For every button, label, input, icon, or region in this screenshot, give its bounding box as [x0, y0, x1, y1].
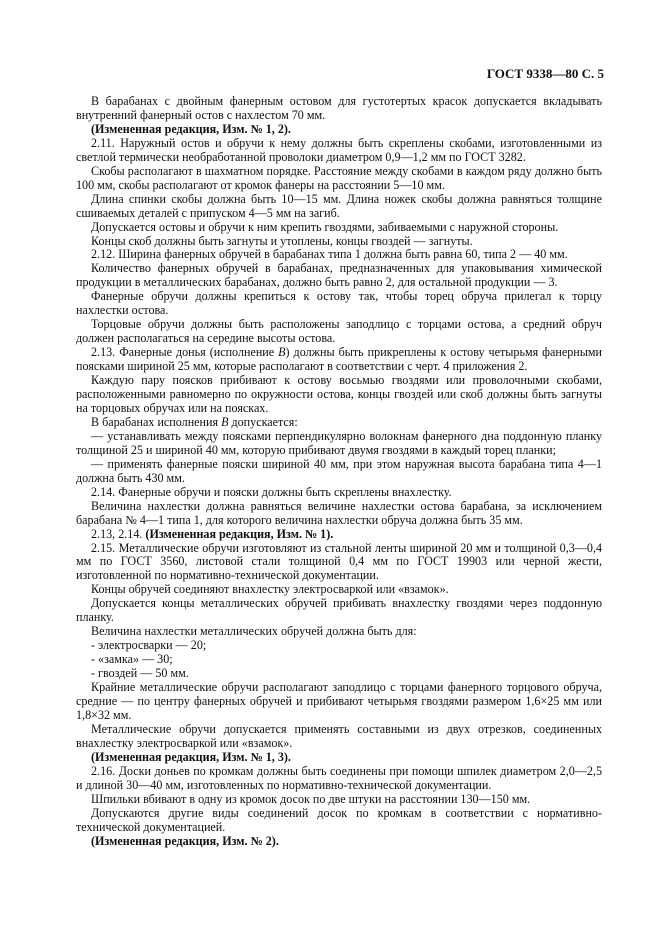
- paragraph: [76, 193, 602, 221]
- paragraph-text: Металлические обручи допускается применять составными из двух отрезков, соединенных внахлестку электросваркой или «взамок».: [76, 721, 602, 750]
- paragraph-text: Фанерные обручи должны крепиться к остову так, чтобы торец обруча прилегал к торцу нахлестки остова.: [76, 289, 602, 318]
- paragraph-text: 2.11. Наружный остов и обручи к нему должны быть скреплены скобами, изготовленными из светлой термически необработанной проволоки диаметром 0,9—1,2 мм по ГОСТ 3282.: [76, 135, 602, 164]
- paragraph: [76, 458, 602, 486]
- paragraph-text: допускается:: [228, 414, 298, 429]
- paragraph: [76, 137, 602, 165]
- paragraph-text: Количество фанерных обручей в барабанах, предназначенных для упаковывания химической продукции в металлических барабанах, должно быть равно 2, для остальной продукции — 3.: [76, 261, 602, 290]
- paragraph-text: Каждую пару поясков прибивают к остову восьмью гвоздями или проволочными скобами, расположенными равномерно по окружности остова, концы гвоздей или скоб должны быть загнуты на торцовых обручах или на поясках.: [76, 373, 602, 415]
- paragraph: [76, 667, 602, 681]
- paragraph: [76, 639, 602, 653]
- paragraph: [76, 235, 602, 249]
- paragraph-text: — применять фанерные пояски шириной 40 мм, при этом наружная высота барабана типа 4—1 должна быть 430 мм.: [76, 456, 602, 485]
- paragraph-text: 2.16. Доски доньев по кромкам должны быть соединены при помощи шпилек диаметром 2,0—2,5 и длиной 30—40 мм, изготовленных по нормативно-технической документации.: [76, 763, 602, 792]
- document-body: [76, 95, 602, 848]
- paragraph-text: 2.14. Фанерные обручи и пояски должны быть скреплены внахлестку.: [91, 484, 452, 499]
- paragraph: [76, 95, 602, 123]
- page-header: ГОСТ 9338—80 С. 5: [486, 66, 604, 81]
- paragraph-text: 2.12. Ширина фанерных обручей в барабанах типа 1 должна быть равна 60, типа 2 — 40 мм.: [91, 247, 568, 262]
- paragraph-text: Величина нахлестки должна равняться величине нахлестки остова барабана, за исключением барабана № 4—1 типа 1, для которого величина нахлестки обруча должна быть 35 мм.: [76, 498, 602, 527]
- paragraph-text: 2.15. Металлические обручи изготовляют из стальной ленты шириной 20 мм и толщиной 0,3—0,4 мм по ГОСТ 3560, листовой стали толщиной 0,4 мм по ГОСТ 19903 или черной жести, изготовленной по нормативно-технической документации.: [76, 540, 602, 583]
- paragraph-text: - электросварки — 20;: [91, 638, 207, 653]
- paragraph: [76, 165, 602, 193]
- paragraph-text: Длина спинки скобы должна быть 10—15 мм. Длина ножек скобы должна равняться толщине сшиваемых деталей с припуском 4—5 мм на загиб.: [76, 191, 602, 220]
- paragraph: [76, 793, 602, 807]
- paragraph-text: Допускаются другие виды соединений досок по кромкам в соответствии с нормативно-технической документацией.: [76, 805, 602, 834]
- paragraph-text: Крайние металлические обручи располагают заподлицо с торцами фанерного торцового обруча, средние — по центру фанерных обручей и прибивают четырьмя гвоздями размером 1,6×25 мм или 1,8×32 мм.: [76, 680, 602, 722]
- paragraph: [76, 723, 602, 751]
- paragraph: [76, 262, 602, 290]
- paragraph-text: Шпильки вбивают в одну из кромок досок по две штуки на расстоянии 130—150 мм.: [91, 791, 531, 806]
- paragraph-text: Допускается концы металлических обручей прибивать внахлестку гвоздями через поддонную планку.: [76, 596, 602, 625]
- italic-text: В: [221, 414, 229, 429]
- paragraph-text: Концы скоб должны быть загнуты и утоплены, концы гвоздей — загнуты.: [91, 233, 473, 248]
- paragraph: [76, 625, 602, 639]
- paragraph-text: - гвоздей — 50 мм.: [91, 666, 189, 681]
- paragraph: [76, 681, 602, 723]
- paragraph: [76, 653, 602, 667]
- paragraph-text: 2.13, 2.14.: [91, 526, 146, 541]
- paragraph: [76, 528, 602, 542]
- paragraph: [76, 290, 602, 318]
- revision-note: (Измененная редакция, Изм. № 1, 2).: [91, 121, 291, 136]
- paragraph: [76, 542, 602, 584]
- paragraph-text: Допускается остовы и обручи к ним крепить гвоздями, забиваемыми с наружной стороны.: [91, 219, 559, 234]
- paragraph: [76, 346, 602, 374]
- paragraph-text: Величина нахлестки металлических обручей должна быть для:: [91, 624, 417, 639]
- paragraph: [76, 583, 602, 597]
- italic-text: В: [278, 345, 286, 360]
- paragraph: [76, 123, 602, 137]
- paragraph-text: Скобы располагают в шахматном порядке. Расстояние между скобами в каждом ряду должно быть 100 мм, скобы располагают от кромок фанеры на расстоянии 5—10 мм.: [76, 163, 602, 192]
- paragraph: [76, 751, 602, 765]
- paragraph: [76, 374, 602, 416]
- paragraph-text: Торцовые обручи должны быть расположены заподлицо с торцами остова, а средний обруч должен располагаться на середине высоты остова.: [76, 317, 602, 346]
- paragraph-text: ) должны быть прикреплены к остову четырьмя фанерными поясками шириной 25 мм, которые располагают в соответствии с черт. 4 приложения 2.: [76, 345, 602, 374]
- paragraph-text: 2.13. Фанерные донья (исполнение: [91, 345, 279, 360]
- revision-note: (Измененная редакция, Изм. № 2).: [91, 833, 279, 848]
- paragraph: [76, 221, 602, 235]
- paragraph: [76, 765, 602, 793]
- paragraph-text: В барабанах с двойным фанерным остовом для густотертых красок допускается вкладывать внутренний фанерный остов с нахлестом 70 мм.: [76, 94, 602, 122]
- paragraph: [76, 430, 602, 458]
- paragraph: [76, 835, 602, 849]
- paragraph: [76, 416, 602, 430]
- paragraph: [76, 500, 602, 528]
- paragraph-text: — устанавливать между поясками перпендикулярно волокнам фанерного дна поддонную планку толщиной 25 и шириной 40 мм, которую прибивают двумя гвоздями в каждый торец планки;: [76, 428, 602, 457]
- paragraph: [76, 318, 602, 346]
- revision-note: (Измененная редакция, Изм. № 1).: [145, 526, 334, 541]
- paragraph: [76, 807, 602, 835]
- paragraph: [76, 486, 602, 500]
- paragraph-text: В барабанах исполнения: [91, 414, 222, 429]
- paragraph-text: Концы обручей соединяют внахлестку электросваркой или «взамок».: [91, 582, 449, 597]
- paragraph: [76, 248, 602, 262]
- paragraph: [76, 597, 602, 625]
- revision-note: (Измененная редакция, Изм. № 1, 3).: [91, 749, 291, 764]
- paragraph-text: - «замка» — 30;: [91, 652, 173, 667]
